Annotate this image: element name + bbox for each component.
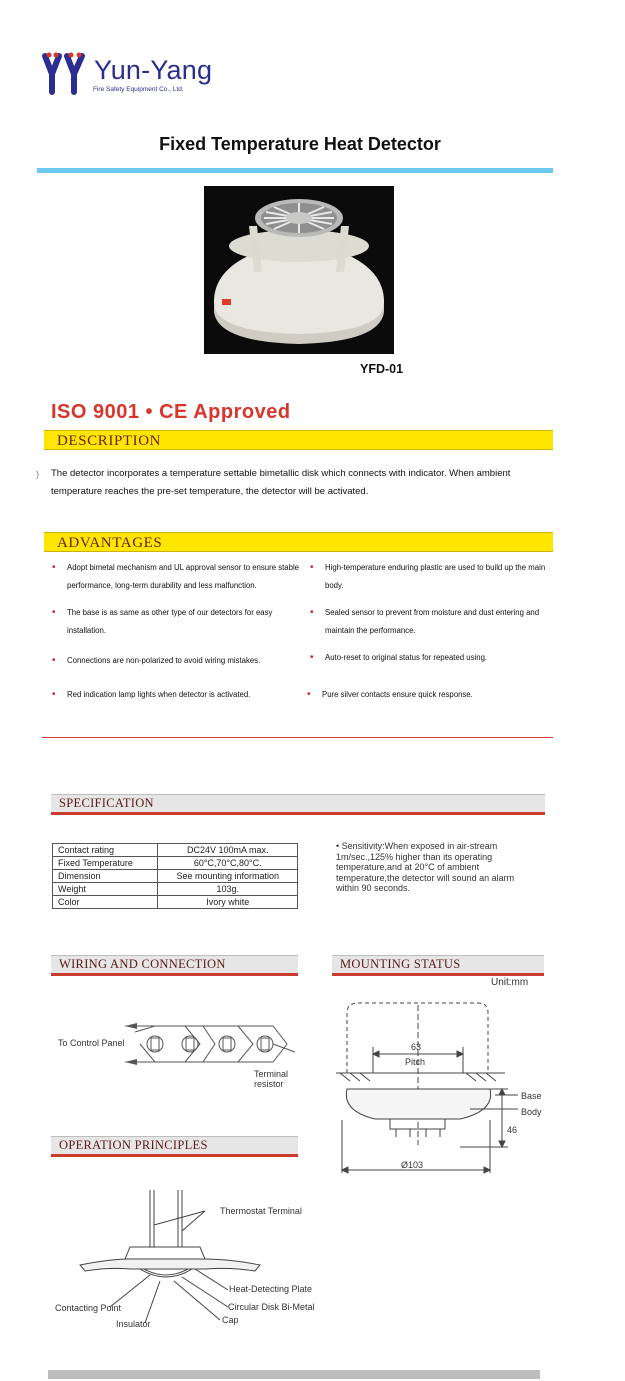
bullet-icon: • [52,655,56,666]
thermostat-terminal-label: Thermostat Terminal [220,1206,302,1216]
bimetal-disk-label: Circular Disk Bi-Metal [228,1302,315,1312]
pitch-label: Pitch [405,1057,426,1067]
heat-detector-image-icon [204,186,394,354]
table-row: Contact rating DC24V 100mA max. [53,844,298,857]
bullet-icon: • [52,607,56,618]
bullet-icon: • [52,689,56,700]
contacting-point-label: Contacting Point [55,1303,122,1313]
footer-bar [48,1370,540,1379]
table-row: Color Ivory white [53,896,298,909]
certification-banner: ISO 9001 • CE Approved [51,401,291,423]
diameter-label: Ø103 [401,1160,424,1170]
advantage-item: • Adopt bimetal mechanism and UL approval sensor to ensure stable performance, long-term durability and less malfunction. [67,559,299,595]
base-label: Base [521,1091,542,1101]
advantage-item: • Auto-reset to original status for repeated using. [325,649,550,667]
specification-heading: SPECIFICATION [51,794,545,815]
operation-heading: OPERATION PRINCIPLES [51,1136,298,1157]
section-divider [42,737,553,738]
description-text: The detector incorporates a temperature settable bimetallic disk which connects with indicator. When ambient temperature reaches the pre-set temperature, the detector will be activated. [51,468,511,497]
title-divider [37,168,553,173]
bullet-icon: • [307,689,311,700]
table-row: Weight 103g. [53,883,298,896]
advantage-item: • Connections are non-polarized to avoid wiring mistakes. [67,652,299,670]
wiring-heading: WIRING AND CONNECTION [51,955,298,976]
bullet-icon: • [310,607,314,618]
dimension-63-label: 63 [411,1042,422,1052]
sensitivity-note: • Sensitivity:When exposed in air-stream 1m/sec.,125% higher than its operating temperature,and at 20°C of ambient temperature,the detector will sound an alarm within 90 seconds. [336,841,515,893]
to-control-panel-label: To Control Panel [58,1038,125,1048]
margin-mark: ) [36,469,39,479]
advantage-item: • Red indication lamp lights when detector is activated. [67,686,299,704]
table-row: Fixed Temperature 60°C,70°C,80°C. [53,857,298,870]
advantages-heading: ADVANTAGES [44,532,553,552]
mounting-diagram [330,995,530,1175]
height-46-label: 46 [507,1125,518,1135]
description-heading: DESCRIPTION [44,430,553,450]
body-label: Body [521,1107,542,1117]
brand-subtitle: Fire Safety Equipment Co., Ltd. [93,86,184,93]
bullet-icon: • [52,562,56,573]
insulator-label: Insulator [116,1319,151,1329]
advantage-item: • High-temperature enduring plastic are used to build up the main body. [325,559,550,595]
specification-table [52,843,298,909]
product-photo [204,186,394,354]
mounting-heading: MOUNTING STATUS [332,955,544,976]
advantage-item: • Pure silver contacts ensure quick response. [322,686,550,704]
cap-label: Cap [222,1315,239,1325]
bullet-icon: • [310,652,314,663]
heat-detecting-plate-label: Heat-Detecting Plate [229,1284,313,1294]
yun-yang-logo-icon [42,52,88,96]
table-row: Dimension See mounting information [53,870,298,883]
brand-name: Yun-Yang [94,55,213,85]
product-model: YFD-01 [360,362,404,376]
advantage-item: • Sealed sensor to prevent from moisture and dust entering and maintain the performance. [325,604,550,640]
terminal-resistor-label: Terminal resistor [254,1069,289,1089]
bullet-icon: • [310,562,314,573]
page-title: Fixed Temperature Heat Detector [159,134,441,154]
unit-label: Unit:mm [491,977,529,988]
advantage-item: • The base is as same as other type of our detectors for easy installation. [67,604,299,640]
